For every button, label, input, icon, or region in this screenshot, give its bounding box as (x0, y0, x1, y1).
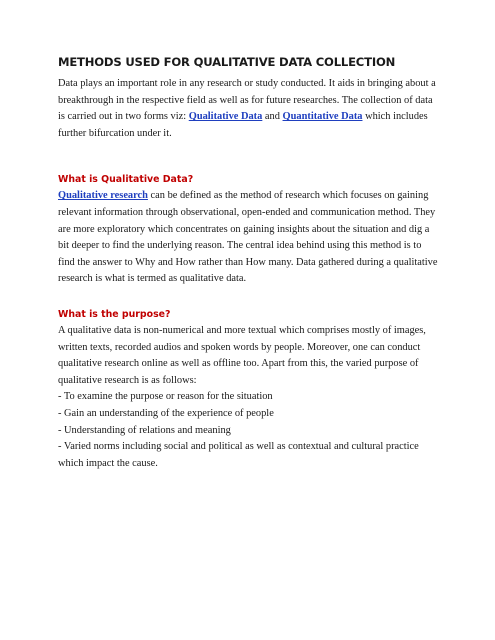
list-item: - To examine the purpose or reason for the situation (58, 391, 273, 403)
purpose-list (58, 389, 438, 472)
list-item: - Understanding of relations and meaning (58, 424, 231, 436)
list-item: - Gain an understanding of the experience of people (58, 407, 274, 419)
document-title: METHODS USED FOR QUALITATIVE DATA COLLECTION (58, 55, 396, 69)
section-paragraph: A qualitative data is non-numerical and more textual which comprises mostly of images, written texts, recorded audios and spoken words by people. Moreover, one can conduct qualitative research online as well as offline too. Apart from this, the varied purpose of qualitative research is as follows: (58, 324, 426, 386)
intro-text-after: which includes further bifurcation under it. (58, 111, 428, 139)
section-paragraph (58, 188, 438, 288)
qualitative-data-link[interactable]: Qualitative Data (188, 111, 263, 123)
section-heading: What is Qualitative Data? (58, 174, 194, 186)
section-what-is-qualitative-data (58, 172, 438, 288)
intro-text-between: and (262, 111, 283, 123)
quantitative-data-link[interactable]: Quantitative Data (282, 111, 363, 123)
section-heading: What is the purpose? (58, 308, 171, 320)
section-purpose (58, 307, 438, 472)
document-page (58, 54, 438, 491)
list-item: - Varied norms including social and political as well as contextual and cultural practice which impact the cause. (58, 441, 419, 469)
qualitative-research-link[interactable]: Qualitative research (58, 190, 148, 202)
intro-text-before: Data plays an important role in any research or study conducted. It aids in bringing about a breakthrough in the respective field as well as for future researches. The collection of data is carried out in two forms viz: (58, 78, 436, 123)
intro-paragraph (58, 76, 438, 142)
section-body-text: can be defined as the method of research which focuses on gaining relevant information through observational, open-ended and communication method. They are more exploratory which concentrates on gaining insights about the situation and dig a bit deeper to find the underlying reason. The central idea behind using this method is to find the answer to Why and How rather than How many. Data gathered during a qualitative research is what is termed as qualitative data. (58, 190, 438, 285)
